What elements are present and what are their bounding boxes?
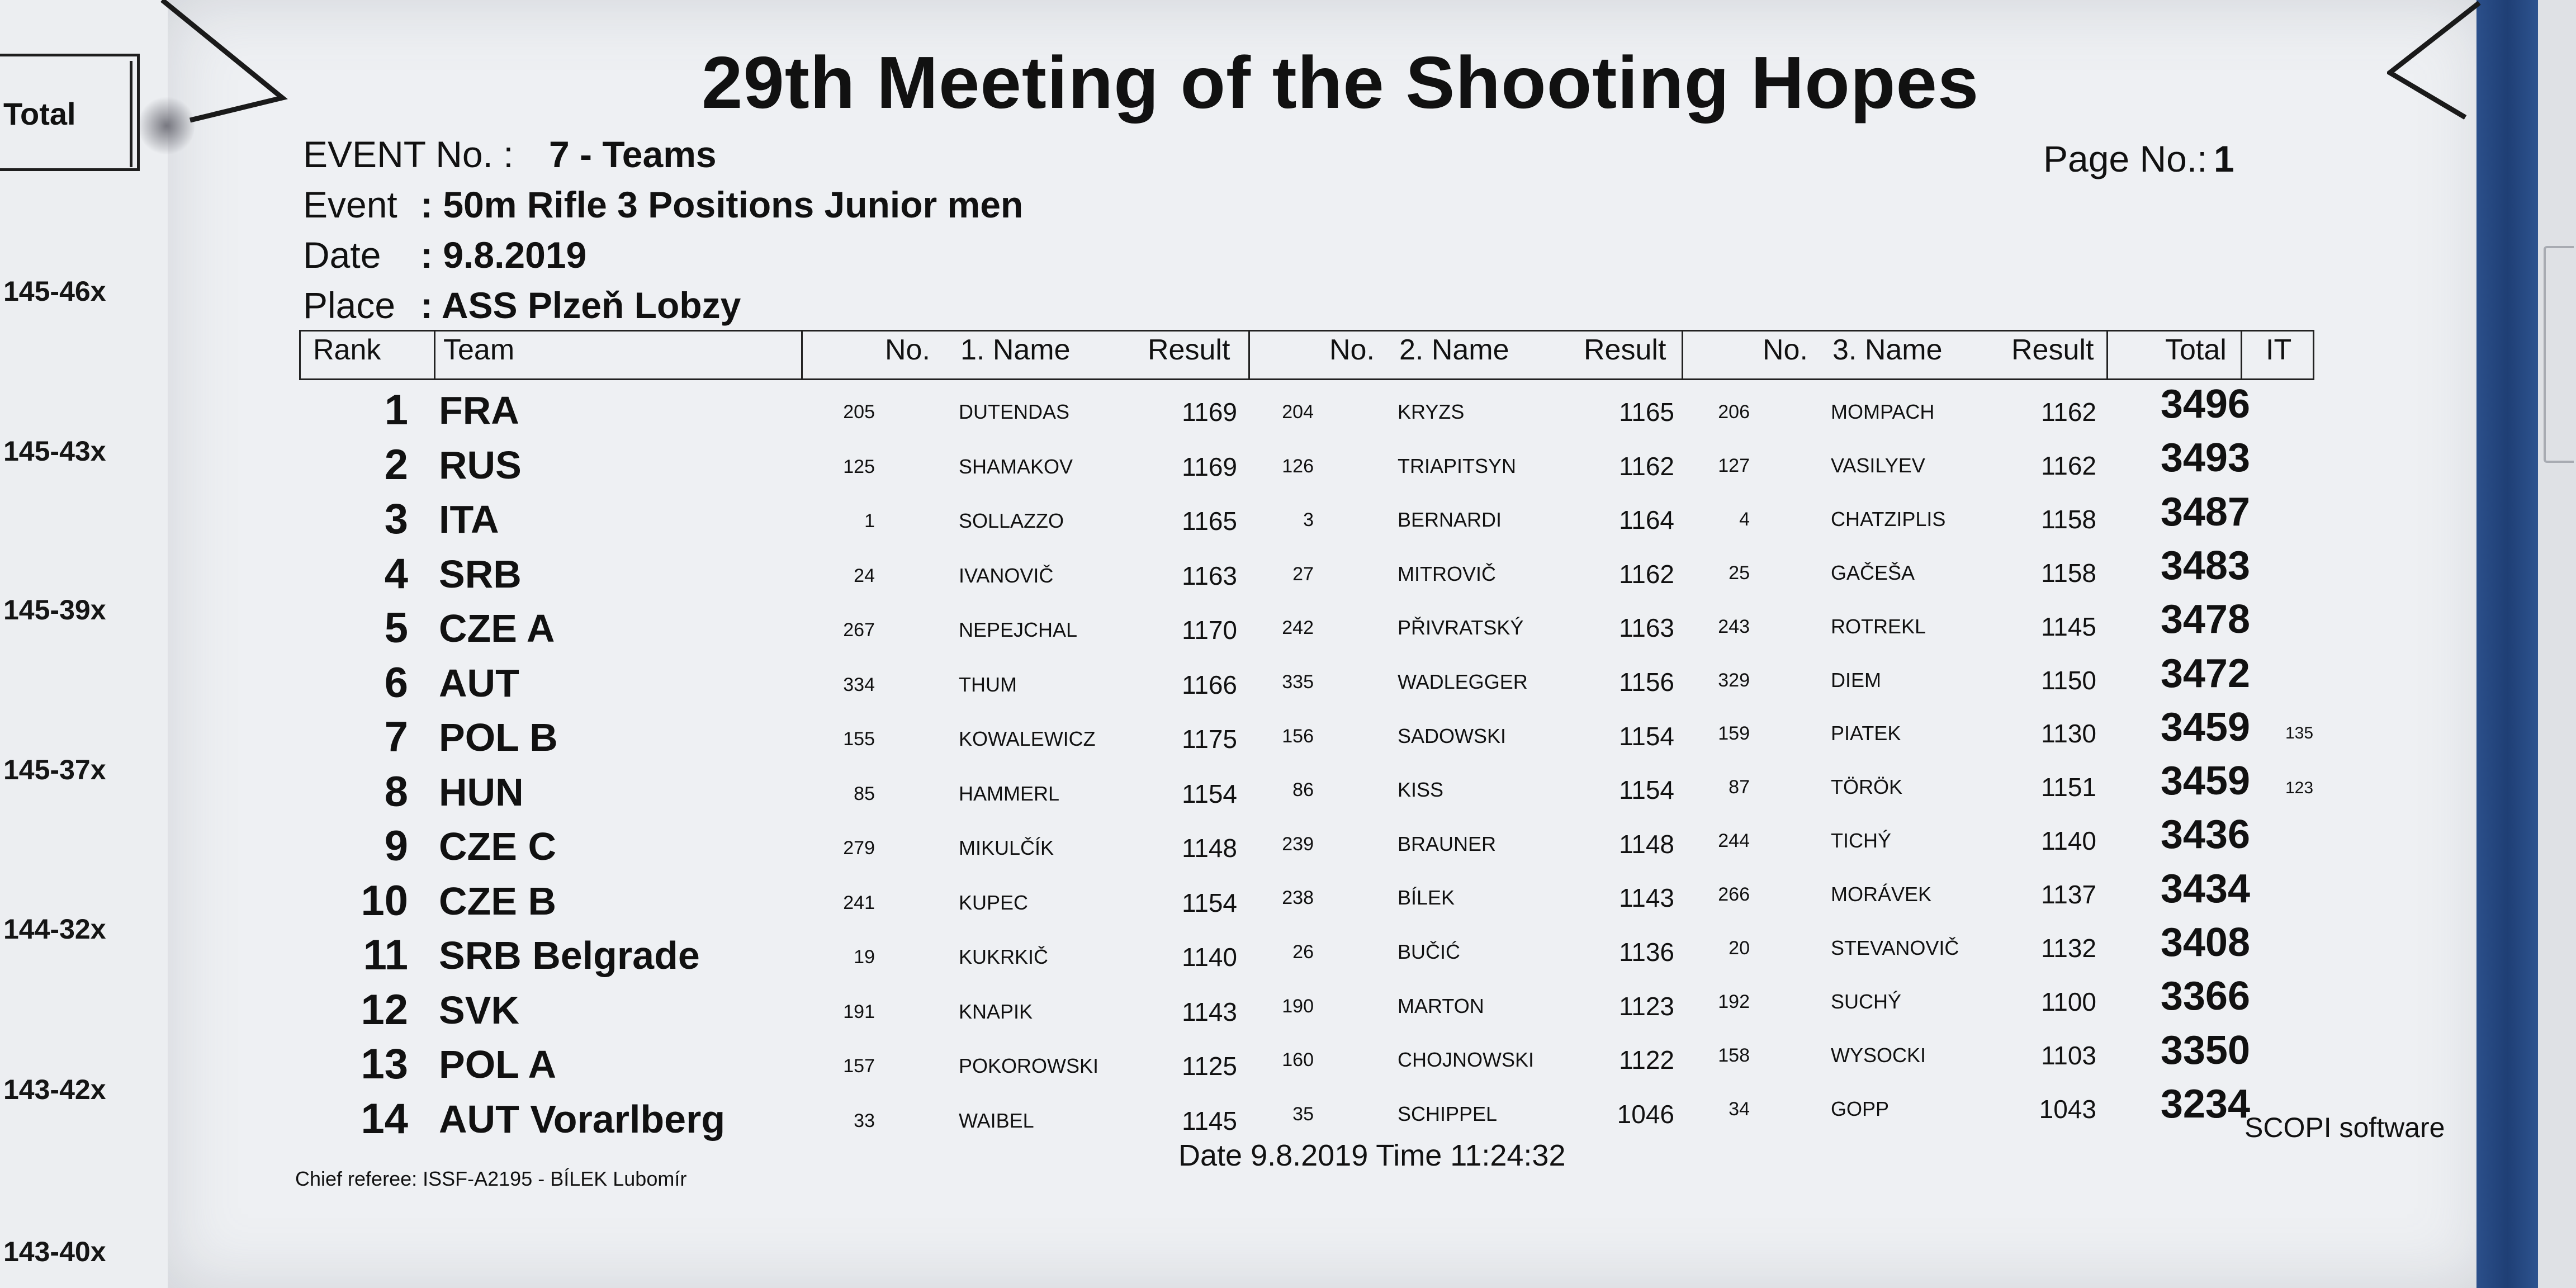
event-no-value: 7 - Teams <box>549 134 717 175</box>
right-sheet-edge <box>2538 0 2576 1288</box>
shooter-result: 1103 <box>2041 1040 2096 1070</box>
shooter-name: KUKRKIČ <box>959 945 1049 968</box>
shooter-result: 1162 <box>2041 451 2096 480</box>
right-sheet-tab <box>2544 246 2574 463</box>
left-score: 144-32x <box>3 913 106 945</box>
shooter-result: 1154 <box>1619 721 1674 751</box>
team-cell: AUT <box>439 661 519 705</box>
shooter-name: IVANOVIČ <box>959 564 1054 587</box>
shooter-name: STEVANOVIČ <box>1831 936 1959 959</box>
shooter-result: 1158 <box>2041 504 2096 534</box>
rank-cell: 14 <box>361 1095 408 1143</box>
table-header <box>299 330 2314 380</box>
shooter-name: ROTREKL <box>1831 614 1926 638</box>
shooter-number: 24 <box>854 565 875 586</box>
col-rank: Rank <box>313 334 381 366</box>
col-result-2: Result <box>1584 334 1666 366</box>
date-label: Date <box>303 234 381 276</box>
team-total: 3483 <box>2160 543 2250 588</box>
event-value: : 50m Rifle 3 Positions Junior men <box>420 184 1024 225</box>
shooter-result: 1165 <box>1182 506 1237 536</box>
shooter-number: 157 <box>843 1055 875 1077</box>
shooter-number: 158 <box>1718 1044 1750 1066</box>
shooter-name: DIEM <box>1831 668 1881 692</box>
rank-cell: 8 <box>384 768 408 816</box>
left-total-label: Total <box>3 96 76 131</box>
shooter-result: 1156 <box>1619 667 1674 697</box>
shooter-number: 334 <box>843 674 875 695</box>
shooter-result: 1136 <box>1619 937 1674 967</box>
date-value: : 9.8.2019 <box>420 234 587 276</box>
shooter-name: CHATZIPLIS <box>1831 507 1946 531</box>
page-no-label: Page No.: <box>2043 138 2208 179</box>
shooter-result: 1162 <box>1619 559 1674 589</box>
team-cell: SRB Belgrade <box>439 934 700 977</box>
shooter-name: GAČEŠA <box>1831 561 1915 584</box>
shooter-result: 1143 <box>1182 997 1237 1026</box>
shooter-number: 239 <box>1282 833 1314 855</box>
shooter-result: 1043 <box>2039 1094 2096 1124</box>
rank-cell: 7 <box>384 713 408 761</box>
shooter-number: 191 <box>843 1001 875 1022</box>
left-score: 145-37x <box>3 754 106 785</box>
shooter-name: MITROVIČ <box>1398 562 1496 585</box>
left-column-divider <box>130 61 140 167</box>
shooter-name: KISS <box>1398 778 1444 802</box>
inner-tens: 135 <box>2285 724 2314 742</box>
shooter-result: 1148 <box>1182 834 1237 863</box>
shooter-number: 241 <box>843 892 875 913</box>
shooter-result: 1151 <box>2041 773 2096 802</box>
shooter-name: SHAMAKOV <box>959 454 1073 478</box>
board-edge <box>2476 0 2538 1288</box>
team-total: 3496 <box>2160 382 2250 427</box>
team-cell: SRB <box>439 552 522 596</box>
shooter-number: 85 <box>854 783 875 804</box>
left-score: 143-40x <box>3 1236 106 1267</box>
divider <box>2106 332 2108 378</box>
rank-cell: 3 <box>384 495 408 543</box>
rank-cell: 10 <box>361 877 408 925</box>
col-no-1: No. <box>885 334 930 366</box>
left-score: 145-39x <box>3 594 106 626</box>
shooter-name: SUCHÝ <box>1831 989 1902 1013</box>
left-score: 145-46x <box>3 276 106 307</box>
print-datetime: Date 9.8.2019 Time 11:24:32 <box>1178 1139 1566 1172</box>
shooter-name: WAIBEL <box>959 1109 1034 1132</box>
chief-referee: Chief referee: ISSF-A2195 - BÍLEK Lubomír <box>295 1167 687 1190</box>
shooter-number: 266 <box>1718 884 1750 906</box>
shooter-name: KNAPIK <box>959 1000 1033 1023</box>
shooter-number: 155 <box>843 728 875 750</box>
shooter-name: SCHIPPEL <box>1398 1102 1498 1125</box>
team-total: 3493 <box>2160 435 2250 481</box>
divider <box>2241 332 2242 378</box>
shooter-result: 1148 <box>1619 829 1674 859</box>
rank-cell: 4 <box>384 550 408 598</box>
shooter-number: 192 <box>1718 991 1750 1012</box>
team-total: 3459 <box>2160 704 2250 750</box>
shooter-name: KRYZS <box>1398 400 1465 423</box>
shooter-number: 34 <box>1729 1098 1750 1120</box>
shooter-result: 1166 <box>1182 670 1237 699</box>
pin-left-icon <box>139 95 195 157</box>
shooter-name: THUM <box>959 673 1017 696</box>
shooter-result: 1154 <box>1619 775 1674 805</box>
shooter-number: 329 <box>1718 669 1750 691</box>
pin-string-right <box>2387 0 2482 129</box>
shooter-name: DUTENDAS <box>959 400 1070 423</box>
shooter-number: 19 <box>854 946 875 968</box>
team-cell: POL A <box>439 1043 557 1086</box>
shooter-name: KOWALEWICZ <box>959 727 1096 750</box>
shooter-name: WADLEGGER <box>1398 670 1528 693</box>
shooter-number: 244 <box>1718 830 1750 852</box>
inner-tens: 123 <box>2285 778 2314 797</box>
rank-cell: 5 <box>384 604 408 652</box>
shooter-name: SOLLAZZO <box>959 509 1064 532</box>
divider <box>801 332 803 378</box>
shooter-result: 1137 <box>2041 880 2096 910</box>
shooter-result: 1154 <box>1182 888 1237 917</box>
shooter-result: 1123 <box>1619 991 1674 1021</box>
shooter-result: 1169 <box>1182 452 1237 481</box>
shooter-name: BRAUNER <box>1398 832 1497 855</box>
shooter-result: 1145 <box>2041 612 2096 641</box>
rank-cell: 13 <box>361 1040 408 1088</box>
shooter-number: 25 <box>1729 562 1750 584</box>
shooter-number: 205 <box>843 401 875 423</box>
shooter-result: 1100 <box>2041 987 2096 1016</box>
event-no-label: EVENT No. : <box>303 134 514 175</box>
col-team: Team <box>443 334 515 366</box>
rank-cell: 12 <box>361 986 408 1034</box>
left-score: 143-42x <box>3 1074 106 1105</box>
col-name-1: 1. Name <box>960 334 1071 366</box>
shooter-number: 125 <box>843 456 875 477</box>
shooter-name: HAMMERL <box>959 782 1060 805</box>
shooter-result: 1140 <box>1182 943 1237 972</box>
team-cell: RUS <box>439 443 522 487</box>
shooter-name: BERNARDI <box>1398 508 1502 532</box>
shooter-name: TICHÝ <box>1831 829 1891 853</box>
shooter-result: 1175 <box>1182 724 1237 754</box>
shooter-number: 156 <box>1282 725 1314 747</box>
shooter-result: 1164 <box>1619 505 1674 535</box>
team-total: 3478 <box>2160 597 2250 642</box>
shooter-result: 1163 <box>1619 613 1674 643</box>
shooter-result: 1150 <box>2041 665 2096 695</box>
rank-cell: 6 <box>384 659 408 707</box>
shooter-number: 159 <box>1718 723 1750 745</box>
shooter-number: 27 <box>1292 563 1314 585</box>
shooter-result: 1145 <box>1182 1106 1237 1135</box>
shooter-name: CHOJNOWSKI <box>1398 1048 1535 1072</box>
shooter-number: 87 <box>1729 776 1750 798</box>
col-total: Total <box>2165 334 2227 366</box>
shooter-number: 242 <box>1282 617 1314 639</box>
shooter-result: 1046 <box>1617 1099 1674 1129</box>
left-score: 145-43x <box>3 435 106 467</box>
col-no-2: No. <box>1329 334 1375 366</box>
shooter-number: 33 <box>854 1110 875 1131</box>
team-cell: HUN <box>439 770 524 814</box>
shooter-name: MORÁVEK <box>1831 883 1932 906</box>
shooter-result: 1170 <box>1182 615 1237 645</box>
shooter-result: 1165 <box>1619 397 1674 427</box>
shooter-result: 1143 <box>1619 883 1674 913</box>
team-total: 3350 <box>2160 1027 2250 1073</box>
shooter-name: BÍLEK <box>1398 886 1455 910</box>
col-result-1: Result <box>1148 334 1230 366</box>
shooter-name: BUČIĆ <box>1398 940 1461 963</box>
left-total-box <box>0 54 140 171</box>
shooter-name: POKOROWSKI <box>959 1054 1099 1077</box>
shooter-result: 1162 <box>2041 397 2096 427</box>
team-total: 3472 <box>2160 651 2250 696</box>
shooter-name: MIKULČÍK <box>959 836 1054 859</box>
shooter-number: 35 <box>1292 1103 1314 1125</box>
divider <box>434 332 435 378</box>
shooter-number: 335 <box>1282 671 1314 693</box>
team-total: 3234 <box>2160 1081 2250 1126</box>
shooter-name: PIATEK <box>1831 722 1901 745</box>
team-total: 3436 <box>2160 812 2250 858</box>
shooter-name: VASILYEV <box>1831 453 1925 477</box>
shooter-name: MOMPACH <box>1831 400 1935 423</box>
divider <box>1682 332 1683 378</box>
team-cell: CZE B <box>439 879 556 923</box>
page-no-value: 1 <box>2214 138 2234 179</box>
shooter-name: WYSOCKI <box>1831 1043 1926 1067</box>
shooter-number: 127 <box>1718 454 1750 476</box>
shooter-number: 279 <box>843 837 875 859</box>
shooter-number: 4 <box>1739 508 1750 530</box>
shooter-name: MARTON <box>1398 994 1484 1017</box>
shooter-number: 3 <box>1303 509 1314 531</box>
shooter-result: 1130 <box>2041 719 2096 749</box>
shooter-result: 1158 <box>2041 558 2096 588</box>
shooter-name: NEPEJCHAL <box>959 618 1078 641</box>
team-cell: POL B <box>439 716 558 759</box>
col-no-3: No. <box>1763 334 1808 366</box>
divider <box>1248 332 1250 378</box>
team-cell: ITA <box>439 498 499 541</box>
team-total: 3487 <box>2160 489 2250 534</box>
shooter-result: 1154 <box>1182 779 1237 808</box>
rank-cell: 1 <box>384 386 408 434</box>
shooter-result: 1125 <box>1182 1052 1237 1081</box>
shooter-name: GOPP <box>1831 1097 1890 1120</box>
rank-cell: 9 <box>384 822 408 870</box>
shooter-result: 1122 <box>1619 1045 1674 1075</box>
event-label: Event <box>303 184 397 225</box>
team-cell: CZE C <box>439 825 556 868</box>
shooter-name: PŘIVRATSKÝ <box>1398 616 1524 640</box>
left-results-sheet <box>0 0 169 1288</box>
col-name-2: 2. Name <box>1399 334 1509 366</box>
col-result-3: Result <box>2011 334 2094 366</box>
shooter-result: 1140 <box>2041 826 2096 856</box>
team-cell: SVK <box>439 988 519 1032</box>
shooter-name: TRIAPITSYN <box>1398 454 1517 477</box>
place-label: Place <box>303 285 396 326</box>
team-total: 3459 <box>2160 759 2250 804</box>
page-title: 29th Meeting of the Shooting Hopes <box>702 41 1980 124</box>
shooter-number: 20 <box>1729 937 1750 959</box>
shooter-number: 206 <box>1718 401 1750 423</box>
shooter-number: 243 <box>1718 615 1750 637</box>
shooter-number: 267 <box>843 619 875 641</box>
team-total: 3408 <box>2160 920 2250 965</box>
team-cell: CZE A <box>439 607 555 650</box>
shooter-number: 190 <box>1282 995 1314 1017</box>
shooter-number: 238 <box>1282 887 1314 909</box>
shooter-result: 1132 <box>2041 934 2096 963</box>
shooter-number: 86 <box>1292 779 1314 801</box>
team-cell: FRA <box>439 389 519 432</box>
rank-cell: 11 <box>363 931 408 979</box>
place-value: : ASS Plzeň Lobzy <box>420 285 741 326</box>
shooter-result: 1169 <box>1182 397 1237 427</box>
shooter-number: 204 <box>1282 401 1314 423</box>
shooter-name: KUPEC <box>959 891 1029 914</box>
team-total: 3434 <box>2160 866 2250 911</box>
shooter-number: 160 <box>1282 1049 1314 1071</box>
team-total: 3366 <box>2160 974 2250 1019</box>
shooter-result: 1163 <box>1182 561 1237 590</box>
shooter-name: SADOWSKI <box>1398 724 1507 747</box>
col-it: IT <box>2266 334 2292 366</box>
shooter-number: 26 <box>1292 941 1314 963</box>
software-credit: SCOPI software <box>2244 1112 2445 1143</box>
shooter-number: 1 <box>864 510 875 532</box>
shooter-result: 1162 <box>1619 451 1674 481</box>
team-cell: AUT Vorarlberg <box>439 1097 726 1141</box>
shooter-number: 126 <box>1282 455 1314 477</box>
col-name-3: 3. Name <box>1832 334 1943 366</box>
shooter-name: TÖRÖK <box>1831 775 1903 799</box>
rank-cell: 2 <box>384 441 408 489</box>
